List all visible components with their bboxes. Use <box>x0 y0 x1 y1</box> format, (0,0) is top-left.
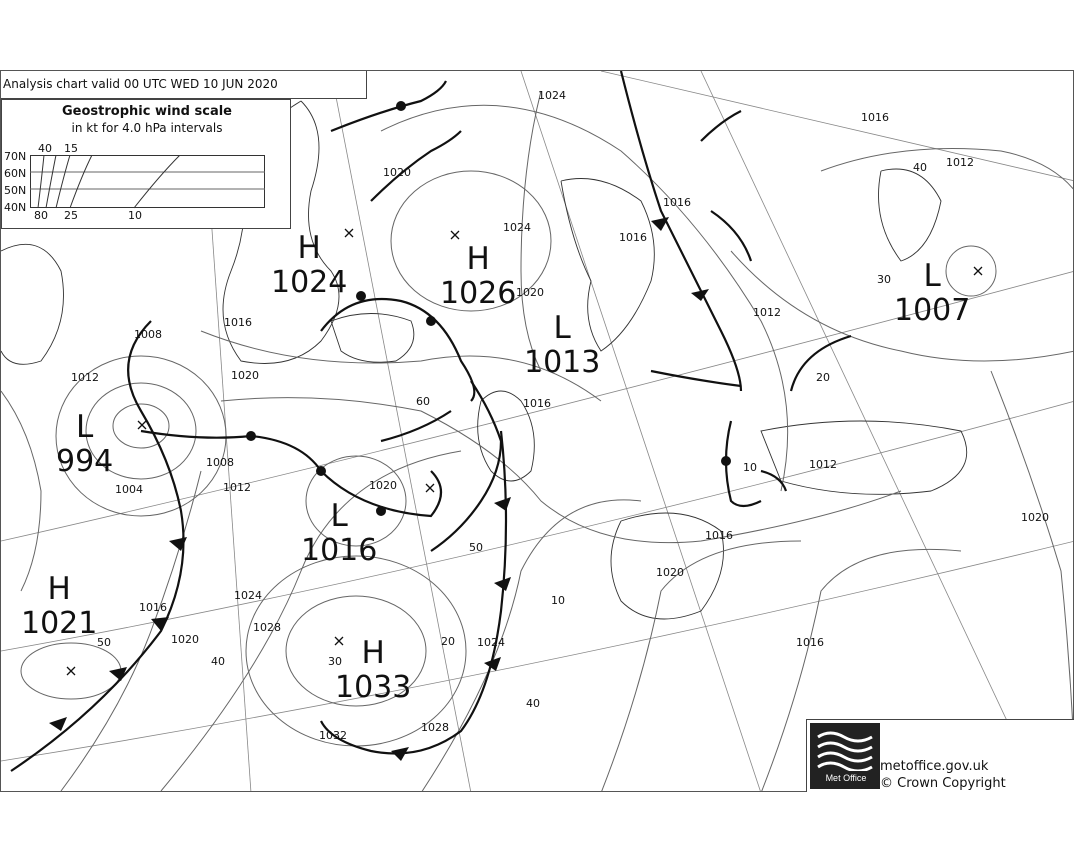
isobar-label: 20 <box>816 371 830 384</box>
isobar-label: 30 <box>877 273 891 286</box>
isobar <box>1 391 41 591</box>
wind-scale-graph <box>30 155 266 209</box>
isobar-label: 60 <box>416 395 430 408</box>
isobar-label: 1012 <box>809 458 837 471</box>
isobar <box>991 371 1074 771</box>
isobar-label: 40 <box>211 655 225 668</box>
isobar-label: 1024 <box>538 89 566 102</box>
isobar-label: 30 <box>328 655 342 668</box>
isobar-label: 1016 <box>224 316 252 329</box>
isobar-label: 1016 <box>861 111 889 124</box>
meridian-line <box>521 71 761 792</box>
isobar-label: 1024 <box>234 589 262 602</box>
warm-front-semicircle <box>426 316 436 326</box>
cold-front-triangle <box>494 497 511 511</box>
isobar-label: 1020 <box>656 566 684 579</box>
website-link[interactable]: metoffice.gov.uk <box>880 759 989 774</box>
isobar-label: 1028 <box>421 721 449 734</box>
warm-front-semicircle <box>246 431 256 441</box>
isobar-label: 1008 <box>134 328 162 341</box>
east-coast <box>879 169 942 261</box>
wind-scale-curve <box>56 155 70 208</box>
isobar-label: 50 <box>97 636 111 649</box>
centre-cross <box>426 484 434 492</box>
isobar-label: 1016 <box>139 601 167 614</box>
centre-cross <box>138 421 146 429</box>
latitude-label: 50N <box>4 184 27 197</box>
isobar-label: 1004 <box>115 483 143 496</box>
isobar-label: 1012 <box>753 306 781 319</box>
pressure-system <box>271 230 348 300</box>
iceland-coast <box>331 314 414 363</box>
pressure-value: 1033 <box>335 670 412 705</box>
isobar-label: 1012 <box>223 481 251 494</box>
pressure-system <box>524 310 601 380</box>
isobar <box>601 541 801 792</box>
isobar-label: 1016 <box>523 397 551 410</box>
isobar-label: 1012 <box>71 371 99 384</box>
wind-scale-curve <box>134 155 180 208</box>
europe-coast <box>761 421 967 494</box>
pressure-value: 1026 <box>440 276 517 311</box>
pressure-type: L <box>75 409 94 445</box>
pressure-system <box>21 571 98 641</box>
wind-scale-curve <box>46 155 56 208</box>
pressure-type: L <box>330 498 348 534</box>
wind-scale-bottom-tick: 10 <box>128 209 142 222</box>
centre-cross <box>451 231 459 239</box>
warm-front <box>381 411 451 441</box>
isobar-label: 1020 <box>516 286 544 299</box>
wind-scale-bottom-tick: 80 <box>34 209 48 222</box>
isobar-label: 1020 <box>1021 511 1049 524</box>
isobar-label: 10 <box>551 594 565 607</box>
wind-scale-title: Geostrophic wind scale <box>61 104 232 119</box>
labrador-coast <box>1 244 64 364</box>
pressure-value: 994 <box>56 444 114 479</box>
warm-front-semicircle <box>316 466 326 476</box>
pressure-type: H <box>297 230 321 266</box>
centre-cross <box>974 267 982 275</box>
isobar-label: 1012 <box>946 156 974 169</box>
isobar-label: 1024 <box>477 636 505 649</box>
warm-front-semicircle <box>396 101 406 111</box>
isobar-label: 1020 <box>171 633 199 646</box>
pressure-type: L <box>923 258 941 294</box>
chart-title: Analysis chart valid 00 UTC WED 10 JUN 2020 <box>1 71 367 99</box>
pressure-value: 1016 <box>301 533 378 568</box>
copyright-text: © Crown Copyright <box>880 776 1006 791</box>
isobar-label: 20 <box>441 635 455 648</box>
trough <box>701 111 741 141</box>
latitude-label: 40N <box>4 201 27 214</box>
pressure-type: L <box>553 310 571 346</box>
isobar-label: 1020 <box>231 369 259 382</box>
latitude-label: 60N <box>4 167 27 180</box>
pressure-system <box>894 258 971 328</box>
isobar-label: 1020 <box>383 166 411 179</box>
isobar-label: 40 <box>526 697 540 710</box>
pressure-type: H <box>361 635 385 671</box>
isobar-label: 1016 <box>796 636 824 649</box>
isobar-label: 1008 <box>206 456 234 469</box>
warm-front <box>321 299 474 401</box>
pressure-value: 1007 <box>894 293 971 328</box>
wind-scale-top-tick: 15 <box>64 142 78 155</box>
warm-front-semicircle <box>356 291 366 301</box>
meridian-line <box>701 71 1041 792</box>
pressure-value: 1013 <box>524 345 601 380</box>
pressure-value: 1021 <box>21 606 98 641</box>
pressure-value: 1024 <box>271 265 348 300</box>
cold-front-triangle <box>49 717 67 731</box>
wind-scale-top-tick: 40 <box>38 142 52 155</box>
isobar-label: 50 <box>469 541 483 554</box>
wind-scale-subtitle: in kt for 4.0 hPa intervals <box>71 121 223 135</box>
cold-front <box>431 381 501 551</box>
wind-scale-curve <box>38 155 44 208</box>
isobar-label: 1016 <box>619 231 647 244</box>
pressure-type: H <box>47 571 71 607</box>
cold-front <box>321 431 506 754</box>
centre-cross <box>67 667 75 675</box>
pressure-type: H <box>466 241 490 277</box>
pressure-system <box>301 498 378 568</box>
logo-text: Met Office <box>825 773 867 783</box>
isobar-label: 1032 <box>319 729 347 742</box>
pressure-system <box>335 635 412 705</box>
latitude-label: 70N <box>4 150 27 163</box>
waves-icon <box>810 723 880 771</box>
isobar-label: 10 <box>743 461 757 474</box>
warm-front-semicircle <box>376 506 386 516</box>
met-office-logo <box>810 723 880 789</box>
parallel-line <box>601 71 1074 181</box>
geostrophic-wind-scale <box>1 99 291 229</box>
wind-scale-curve <box>70 155 92 208</box>
isobar-label: 1016 <box>663 196 691 209</box>
isobar-label: 1020 <box>369 479 397 492</box>
wind-scale-frame <box>31 156 265 208</box>
pressure-system <box>440 241 517 311</box>
isobar-label: 1024 <box>503 221 531 234</box>
isobar-label: 1028 <box>253 621 281 634</box>
pressure-system <box>56 409 114 479</box>
warm-front-semicircle <box>721 456 731 466</box>
cold-front <box>11 321 184 771</box>
trough <box>711 211 751 261</box>
isobar-label: 1016 <box>705 529 733 542</box>
isobar <box>821 149 1074 192</box>
wind-scale-bottom-tick: 25 <box>64 209 78 222</box>
branding-panel <box>806 719 1074 792</box>
isobar-label: 40 <box>913 161 927 174</box>
